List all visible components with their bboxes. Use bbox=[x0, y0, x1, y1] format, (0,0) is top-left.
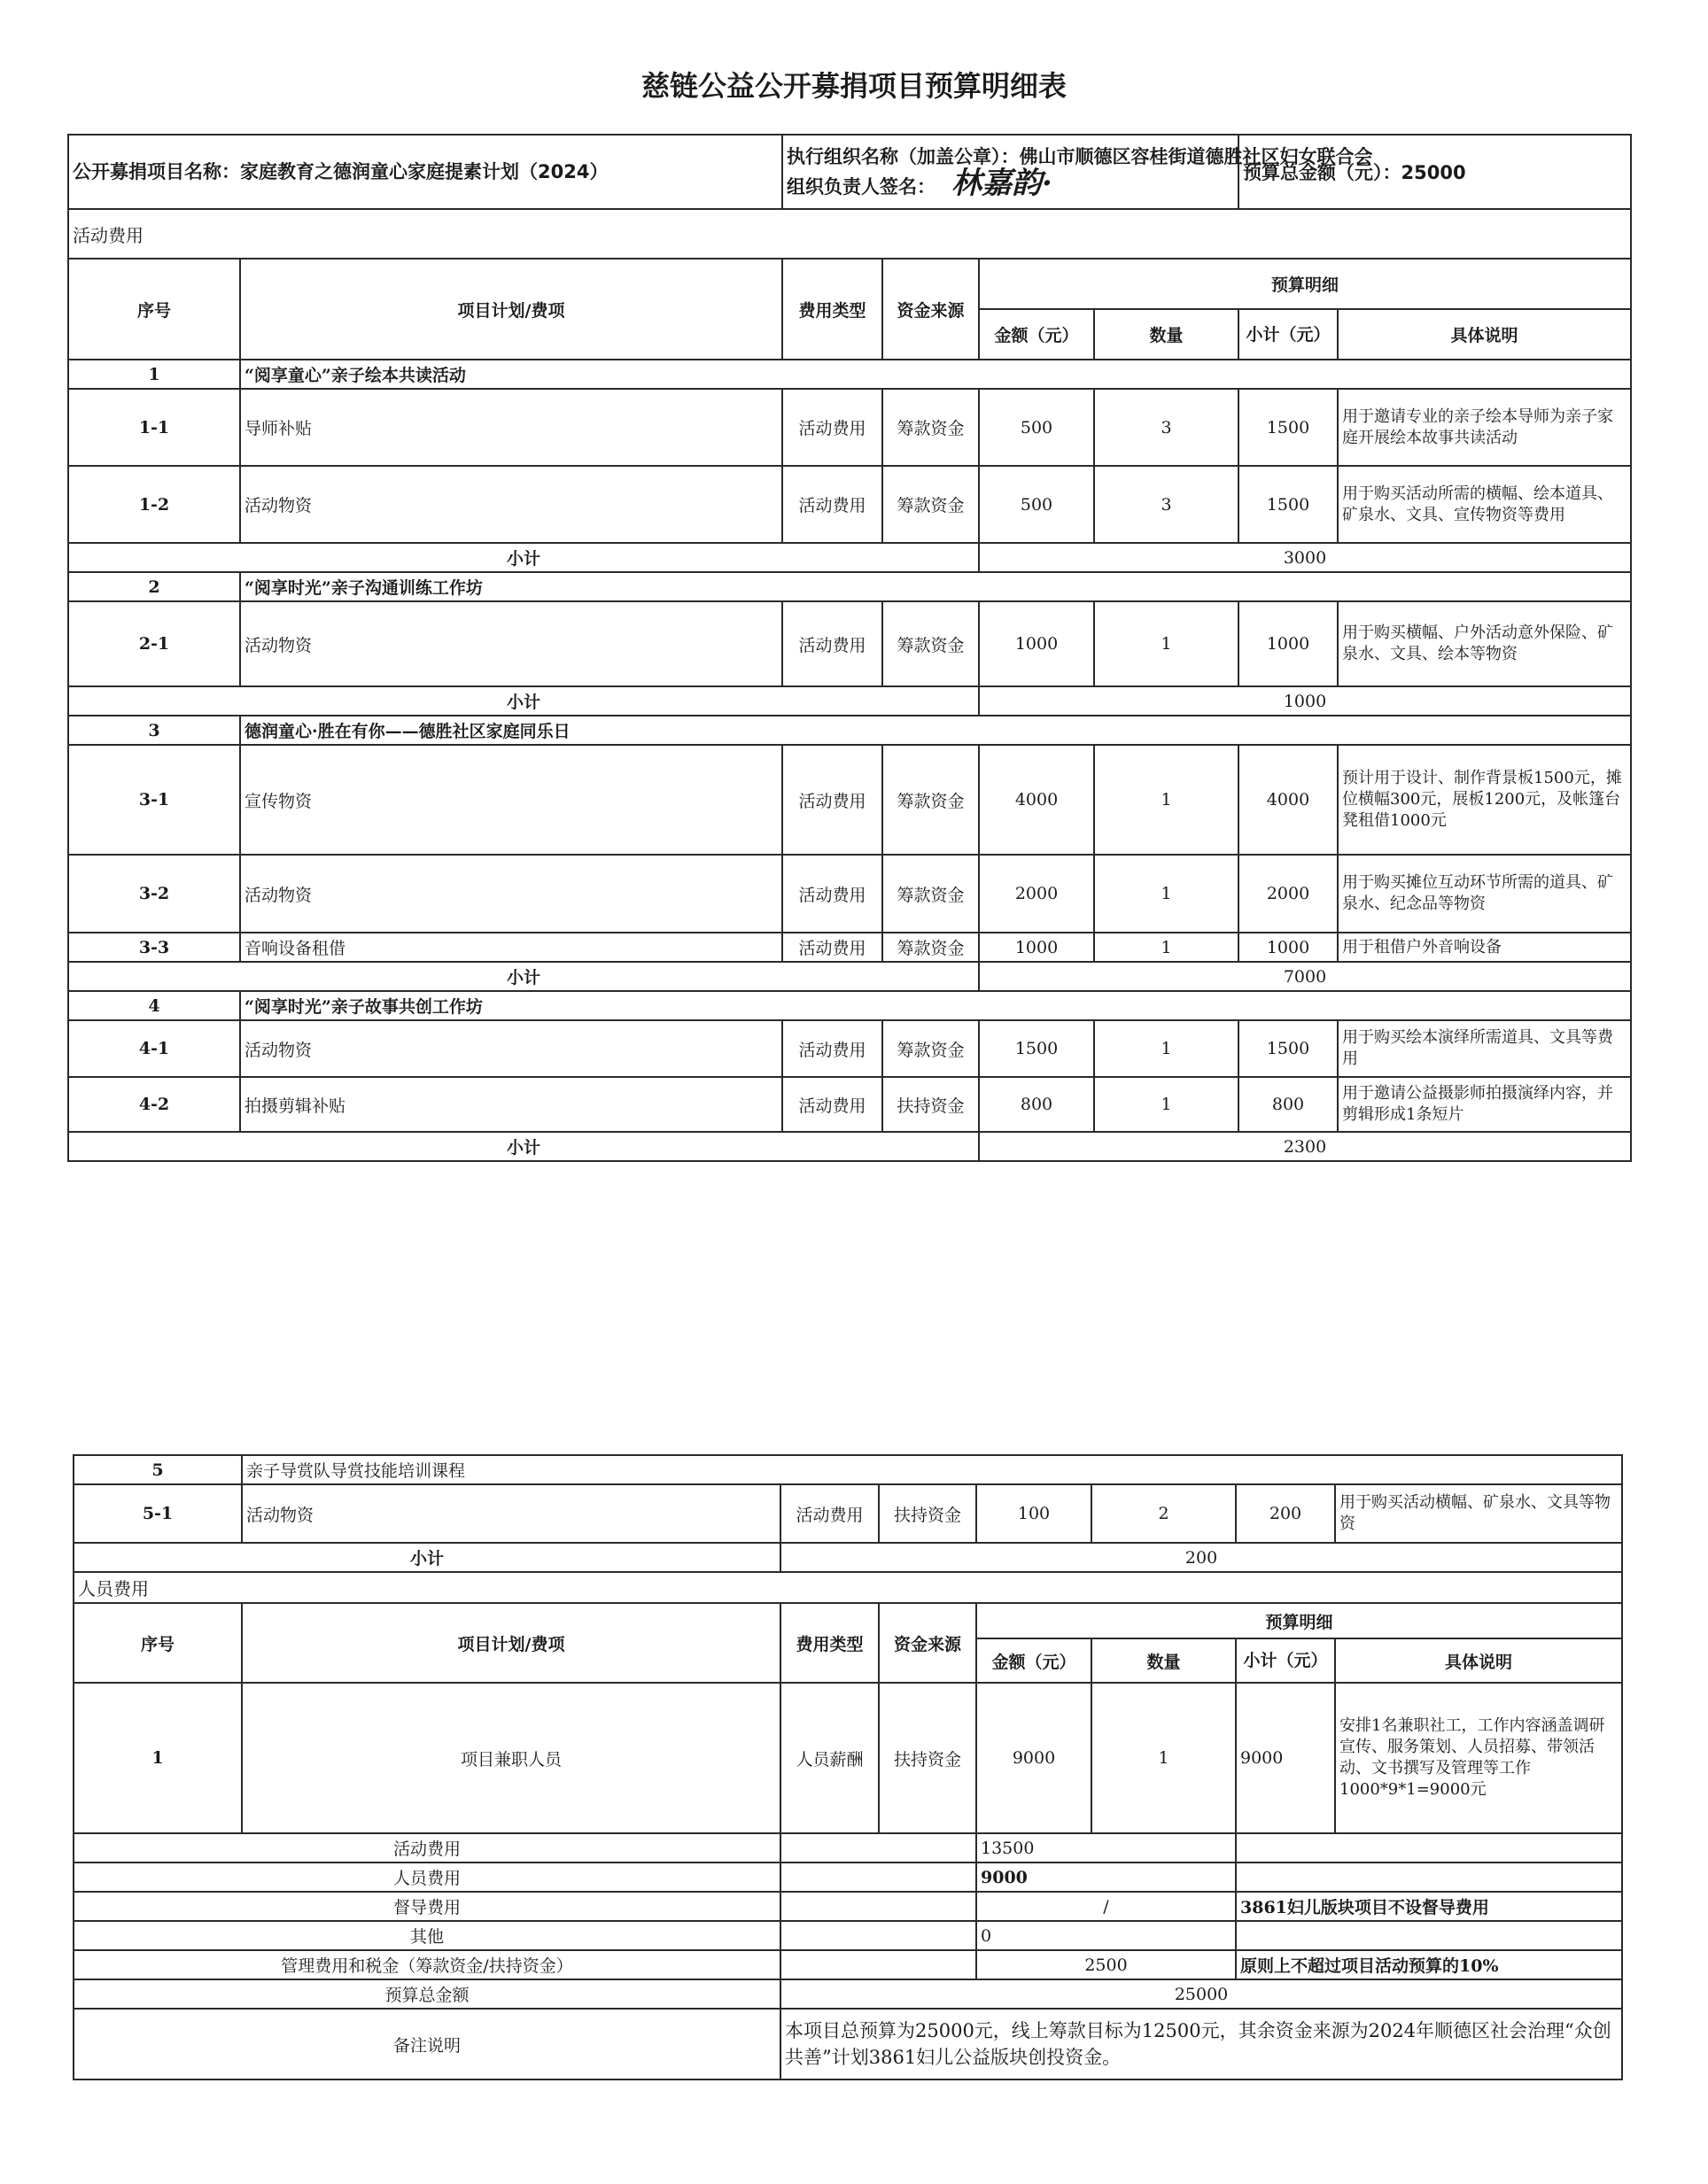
item-type: 活动费用 bbox=[782, 389, 882, 466]
table-row bbox=[68, 1020, 1631, 1077]
summary-note bbox=[1236, 1921, 1622, 1950]
total-budget: 预算总金额（元）：25000 bbox=[1238, 135, 1631, 209]
summary-note: 原则上不超过项目活动预算的10% bbox=[1236, 1950, 1622, 1979]
item-type: 活动费用 bbox=[782, 1077, 882, 1132]
section-subtotal: 7000 bbox=[979, 962, 1631, 991]
section-no: 2 bbox=[68, 572, 240, 601]
item-desc: 用于购买活动横幅、矿泉水、文具等物资 bbox=[1335, 1484, 1622, 1543]
summary-row bbox=[74, 1950, 1622, 1979]
summary-value: 0 bbox=[976, 1921, 1236, 1950]
subtotal-label: 小计 bbox=[68, 1132, 979, 1161]
item-no: 1 bbox=[74, 1683, 242, 1833]
col-type: 费用类型 bbox=[782, 259, 882, 360]
summary-row bbox=[74, 1833, 1622, 1863]
summary-label: 督导费用 bbox=[74, 1892, 780, 1921]
item-subtotal: 1000 bbox=[1238, 933, 1338, 962]
item-name: 活动物资 bbox=[240, 1020, 782, 1077]
item-amount: 4000 bbox=[979, 745, 1094, 855]
col-subtotal: 小计（元） bbox=[1238, 309, 1338, 360]
item-amount: 1500 bbox=[979, 1020, 1094, 1077]
item-qty: 2 bbox=[1091, 1484, 1236, 1543]
remarks-text: 本项目总预算为25000元，线上筹款目标为12500元，其余资金来源为2024年顺德区社会治理“众创共善”计划3861妇儿公益版块创投资金。 bbox=[780, 2009, 1622, 2079]
item-qty: 1 bbox=[1094, 601, 1238, 686]
summary-row bbox=[74, 1863, 1622, 1892]
section-subtotal: 3000 bbox=[979, 543, 1631, 572]
item-subtotal: 2000 bbox=[1238, 855, 1338, 933]
section-no: 3 bbox=[68, 716, 240, 745]
section-subtotal: 2300 bbox=[979, 1132, 1631, 1161]
signature: 林嘉韵· bbox=[951, 166, 1052, 201]
item-qty: 1 bbox=[1094, 1020, 1238, 1077]
item-type: 活动费用 bbox=[782, 855, 882, 933]
item-type: 活动费用 bbox=[780, 1484, 879, 1543]
item-no: 3-3 bbox=[68, 933, 240, 962]
section-no: 1 bbox=[68, 360, 240, 389]
item-subtotal: 200 bbox=[1236, 1484, 1335, 1543]
table-row bbox=[68, 601, 1631, 686]
page-title: 慈链公益公开募捐项目预算明细表 bbox=[640, 69, 1067, 103]
section-name: “阅享时光”亲子故事共创工作坊 bbox=[240, 991, 1631, 1020]
item-subtotal: 800 bbox=[1238, 1077, 1338, 1132]
summary-label: 其他 bbox=[74, 1921, 780, 1950]
item-no: 4-1 bbox=[68, 1020, 240, 1077]
item-desc: 用于购买绘本演绎所需道具、文具等费用 bbox=[1338, 1020, 1631, 1077]
col-source: 资金来源 bbox=[882, 259, 979, 360]
item-desc: 用于邀请专业的亲子绘本导师为亲子家庭开展绘本故事共读活动 bbox=[1338, 389, 1631, 466]
item-subtotal: 4000 bbox=[1238, 745, 1338, 855]
col-type: 费用类型 bbox=[780, 1603, 879, 1683]
item-name: 音响设备租借 bbox=[240, 933, 782, 962]
col-source: 资金来源 bbox=[879, 1603, 976, 1683]
item-amount: 800 bbox=[979, 1077, 1094, 1132]
item-qty: 3 bbox=[1094, 389, 1238, 466]
section-no: 4 bbox=[68, 991, 240, 1020]
item-desc: 用于购买活动所需的横幅、绘本道具、矿泉水、文具、宣传物资等费用 bbox=[1338, 466, 1631, 543]
section-name: 德润童心·胜在有你——德胜社区家庭同乐日 bbox=[240, 716, 1631, 745]
item-qty: 1 bbox=[1094, 933, 1238, 962]
item-name: 活动物资 bbox=[242, 1484, 780, 1543]
item-name: 活动物资 bbox=[240, 601, 782, 686]
item-qty: 1 bbox=[1094, 745, 1238, 855]
summary-label: 人员费用 bbox=[74, 1863, 780, 1892]
col-amount: 金额（元） bbox=[976, 1638, 1091, 1683]
item-source: 筹款资金 bbox=[882, 745, 979, 855]
col-qty: 数量 bbox=[1091, 1638, 1236, 1683]
item-source: 筹款资金 bbox=[882, 389, 979, 466]
col-subtotal: 小计（元） bbox=[1236, 1638, 1335, 1683]
subtotal-label: 小计 bbox=[68, 962, 979, 991]
table-row bbox=[74, 1683, 1622, 1833]
item-type: 活动费用 bbox=[782, 466, 882, 543]
item-no: 4-2 bbox=[68, 1077, 240, 1132]
col-budget: 预算明细 bbox=[979, 259, 1631, 309]
summary-note: 3861妇儿版块项目不设督导费用 bbox=[1236, 1892, 1622, 1921]
total-label: 预算总金额 bbox=[74, 1979, 780, 2009]
item-qty: 1 bbox=[1094, 1077, 1238, 1132]
summary-value: 9000 bbox=[976, 1863, 1236, 1892]
item-amount: 9000 bbox=[976, 1683, 1091, 1833]
summary-row bbox=[74, 1892, 1622, 1921]
total-value: 25000 bbox=[780, 1979, 1622, 2009]
item-amount: 500 bbox=[979, 466, 1094, 543]
col-item: 项目计划/费项 bbox=[240, 259, 782, 360]
table-row bbox=[68, 389, 1631, 466]
table-row bbox=[68, 933, 1631, 962]
table-row bbox=[74, 1484, 1622, 1543]
item-source: 扶持资金 bbox=[879, 1683, 976, 1833]
item-amount: 100 bbox=[976, 1484, 1091, 1543]
item-desc: 安排1名兼职社工，工作内容涵盖调研宣传、服务策划、人员招募、带领活动、文书撰写及管理等工作1000*9*1=9000元 bbox=[1335, 1683, 1622, 1833]
item-no: 1-2 bbox=[68, 466, 240, 543]
item-source: 筹款资金 bbox=[882, 1020, 979, 1077]
col-qty: 数量 bbox=[1094, 309, 1238, 360]
item-source: 筹款资金 bbox=[882, 466, 979, 543]
summary-label: 管理费用和税金（筹款资金/扶持资金） bbox=[74, 1950, 780, 1979]
item-source: 扶持资金 bbox=[882, 1077, 979, 1132]
budget-table-page2 bbox=[73, 1454, 1623, 2080]
item-type: 活动费用 bbox=[782, 745, 882, 855]
table-row bbox=[68, 745, 1631, 855]
subtotal-label: 小计 bbox=[68, 686, 979, 716]
org-name: 执行组织名称（加盖公章）：佛山市顺德区容桂街道德胜社区妇女联合会 bbox=[787, 146, 1373, 167]
item-type: 活动费用 bbox=[782, 933, 882, 962]
item-name: 宣传物资 bbox=[240, 745, 782, 855]
item-amount: 1000 bbox=[979, 601, 1094, 686]
item-desc: 用于租借户外音响设备 bbox=[1338, 933, 1631, 962]
item-desc: 用于购买横幅、户外活动意外保险、矿泉水、文具、绘本等物资 bbox=[1338, 601, 1631, 686]
summary-note bbox=[1236, 1863, 1622, 1892]
item-qty: 1 bbox=[1091, 1683, 1236, 1833]
section-name: “阅享时光”亲子沟通训练工作坊 bbox=[240, 572, 1631, 601]
item-no: 3-2 bbox=[68, 855, 240, 933]
section-name: “阅享童心”亲子绘本共读活动 bbox=[240, 360, 1631, 389]
col-amount: 金额（元） bbox=[979, 309, 1094, 360]
table-row bbox=[68, 855, 1631, 933]
section-subtotal: 1000 bbox=[979, 686, 1631, 716]
item-source: 扶持资金 bbox=[879, 1484, 976, 1543]
item-qty: 1 bbox=[1094, 855, 1238, 933]
remarks-label: 备注说明 bbox=[74, 2009, 780, 2079]
summary-value: / bbox=[976, 1892, 1236, 1921]
item-subtotal: 9000 bbox=[1236, 1683, 1335, 1833]
col-seq: 序号 bbox=[74, 1603, 242, 1683]
item-desc: 用于邀请公益摄影师拍摄演绎内容，并剪辑形成1条短片 bbox=[1338, 1077, 1631, 1132]
table-row bbox=[68, 1077, 1631, 1132]
project-name: 公开募捐项目名称：家庭教育之德润童心家庭提素计划（2024） bbox=[68, 135, 782, 209]
item-subtotal: 1500 bbox=[1238, 389, 1338, 466]
item-subtotal: 1000 bbox=[1238, 601, 1338, 686]
col-seq: 序号 bbox=[68, 259, 240, 360]
col-item: 项目计划/费项 bbox=[242, 1603, 780, 1683]
summary-value: 2500 bbox=[976, 1950, 1236, 1979]
table-row bbox=[68, 466, 1631, 543]
item-name: 活动物资 bbox=[240, 855, 782, 933]
summary-label: 活动费用 bbox=[74, 1833, 780, 1863]
section-subtotal: 200 bbox=[780, 1543, 1622, 1572]
item-type: 活动费用 bbox=[782, 601, 882, 686]
item-no: 5-1 bbox=[74, 1484, 242, 1543]
item-desc: 预计用于设计、制作背景板1500元，摊位横幅300元，展板1200元，及帐篷台凳租借1000元 bbox=[1338, 745, 1631, 855]
item-name: 拍摄剪辑补贴 bbox=[240, 1077, 782, 1132]
item-amount: 500 bbox=[979, 389, 1094, 466]
subtotal-label: 小计 bbox=[68, 543, 979, 572]
subtotal-label: 小计 bbox=[74, 1543, 780, 1572]
item-type: 活动费用 bbox=[782, 1020, 882, 1077]
col-budget: 预算明细 bbox=[976, 1603, 1622, 1638]
summary-value: 13500 bbox=[976, 1833, 1236, 1863]
item-name: 导师补贴 bbox=[240, 389, 782, 466]
personnel-cost-heading: 人员费用 bbox=[74, 1572, 1622, 1603]
item-amount: 2000 bbox=[979, 855, 1094, 933]
col-desc: 具体说明 bbox=[1338, 309, 1631, 360]
col-desc: 具体说明 bbox=[1335, 1638, 1622, 1683]
item-source: 筹款资金 bbox=[882, 601, 979, 686]
item-name: 活动物资 bbox=[240, 466, 782, 543]
item-desc: 用于购买摊位互动环节所需的道具、矿泉水、纪念品等物资 bbox=[1338, 855, 1631, 933]
item-subtotal: 1500 bbox=[1238, 1020, 1338, 1077]
item-source: 筹款资金 bbox=[882, 855, 979, 933]
item-source: 筹款资金 bbox=[882, 933, 979, 962]
item-no: 2-1 bbox=[68, 601, 240, 686]
summary-note bbox=[1236, 1833, 1622, 1863]
item-name: 项目兼职人员 bbox=[242, 1683, 780, 1833]
item-qty: 3 bbox=[1094, 466, 1238, 543]
activity-cost-heading: 活动费用 bbox=[68, 209, 1631, 259]
leader-label: 组织负责人签名： bbox=[787, 176, 936, 197]
section-no: 5 bbox=[74, 1455, 242, 1484]
section-name: 亲子导赏队导赏技能培训课程 bbox=[242, 1455, 1622, 1484]
item-no: 1-1 bbox=[68, 389, 240, 466]
item-subtotal: 1500 bbox=[1238, 466, 1338, 543]
item-type: 人员薪酬 bbox=[780, 1683, 879, 1833]
item-no: 3-1 bbox=[68, 745, 240, 855]
budget-table-page1 bbox=[67, 134, 1632, 1162]
item-amount: 1000 bbox=[979, 933, 1094, 962]
summary-row bbox=[74, 1921, 1622, 1950]
